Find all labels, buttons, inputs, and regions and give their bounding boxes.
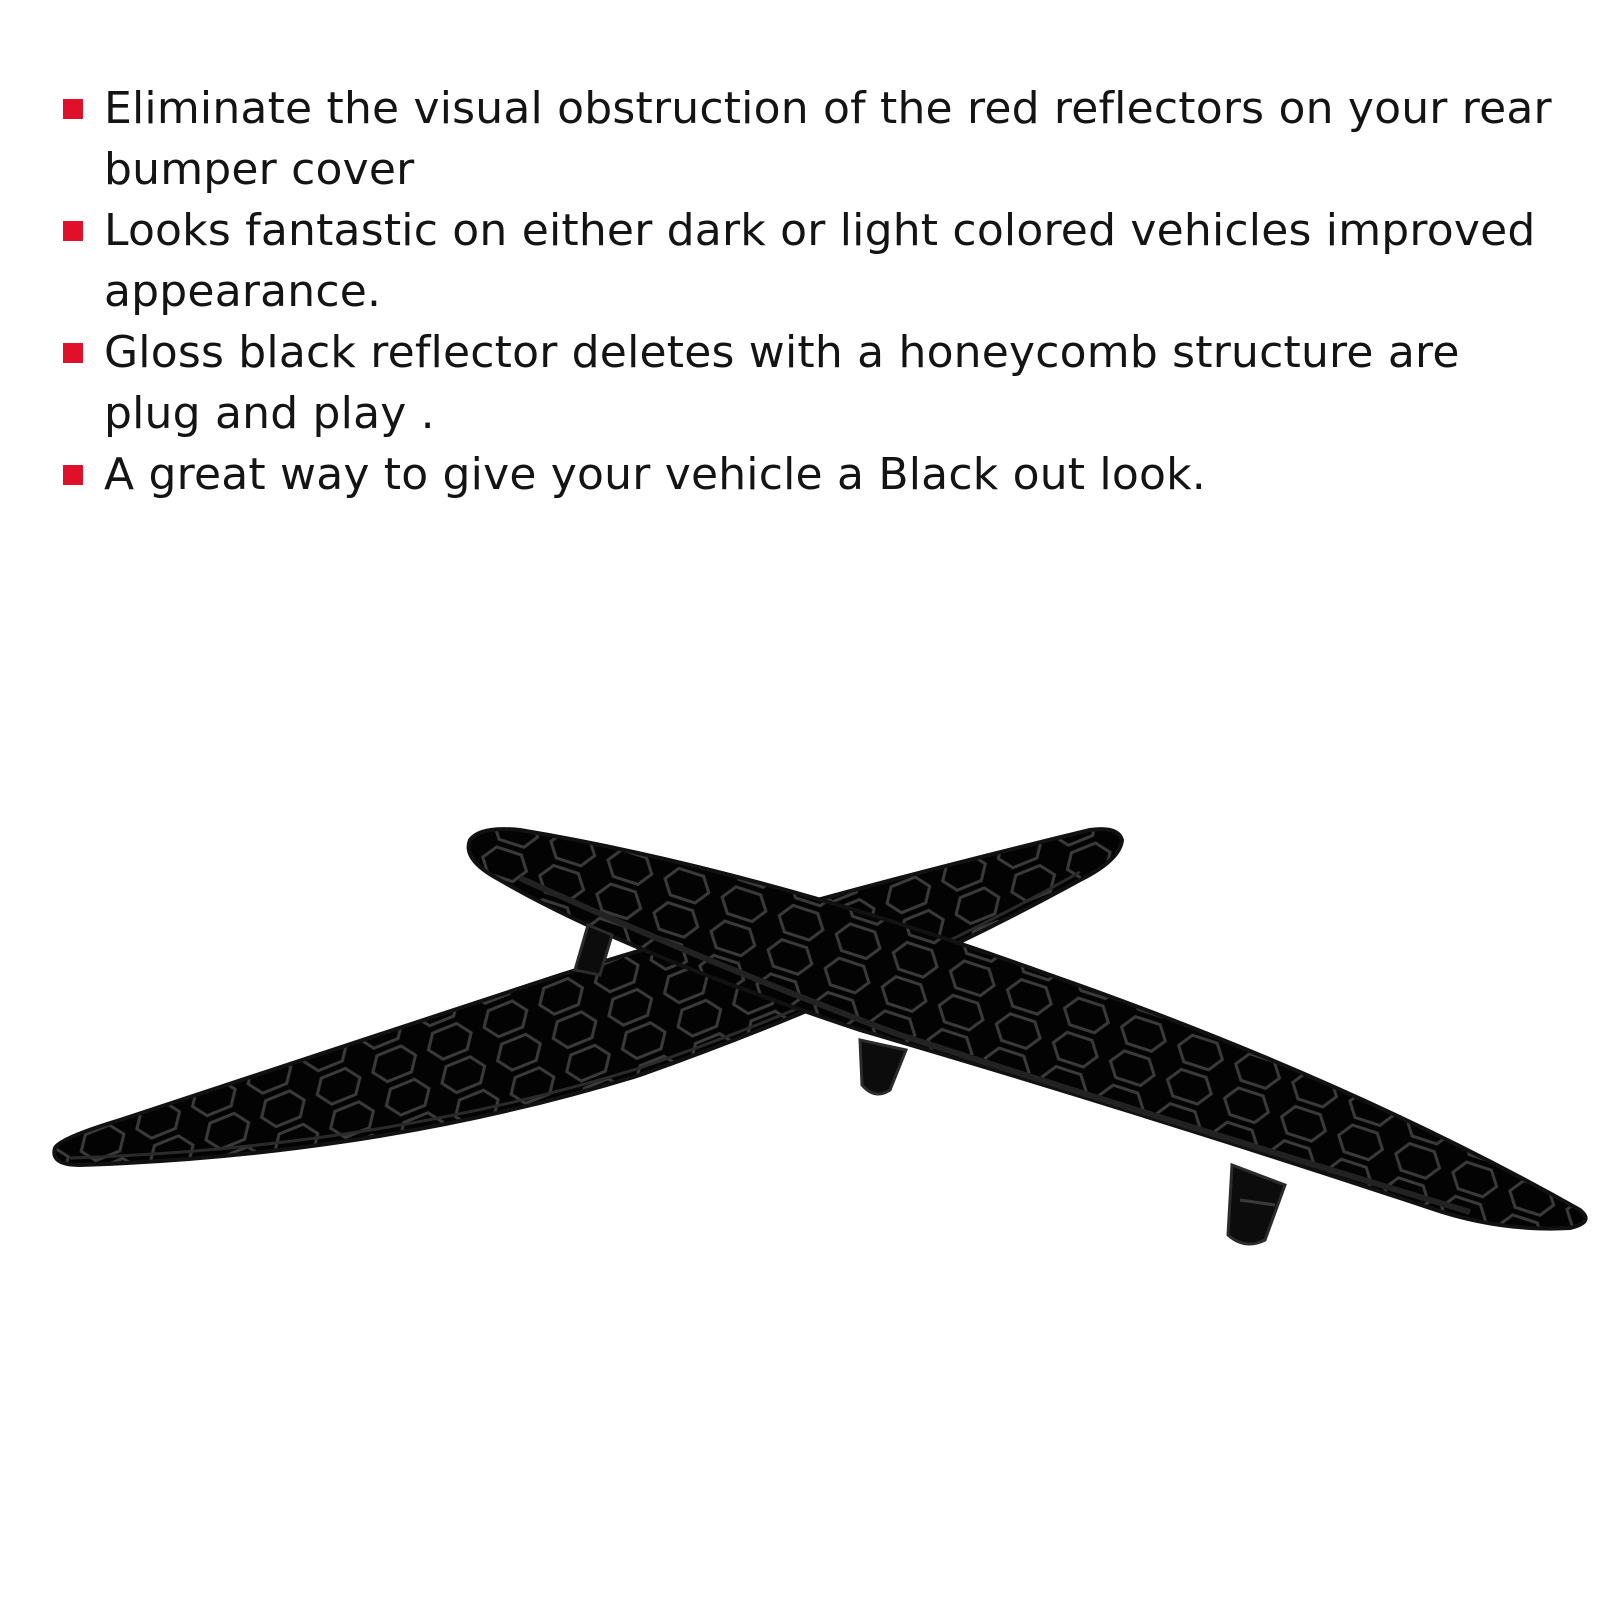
red-square-bullet-icon (63, 221, 83, 241)
mounting-clip-icon (1228, 1165, 1285, 1244)
feature-item (60, 444, 1560, 505)
feature-text: A great way to give your vehicle a Black out look. (104, 449, 1206, 500)
feature-text: Looks fantastic on either dark or light colored vehicles improved appearance. (104, 205, 1536, 317)
red-square-bullet-icon (63, 465, 83, 485)
red-square-bullet-icon (63, 343, 83, 363)
feature-item (60, 322, 1560, 444)
mounting-clip-icon (860, 1040, 906, 1094)
product-image (0, 790, 1601, 1260)
feature-item (60, 78, 1560, 200)
red-square-bullet-icon (63, 99, 83, 119)
feature-item (60, 200, 1560, 322)
feature-text: Gloss black reflector deletes with a honeycomb structure are plug and play . (104, 327, 1460, 439)
feature-text: Eliminate the visual obstruction of the red reflectors on your rear bumper cover (104, 83, 1552, 195)
feature-list (60, 78, 1560, 505)
